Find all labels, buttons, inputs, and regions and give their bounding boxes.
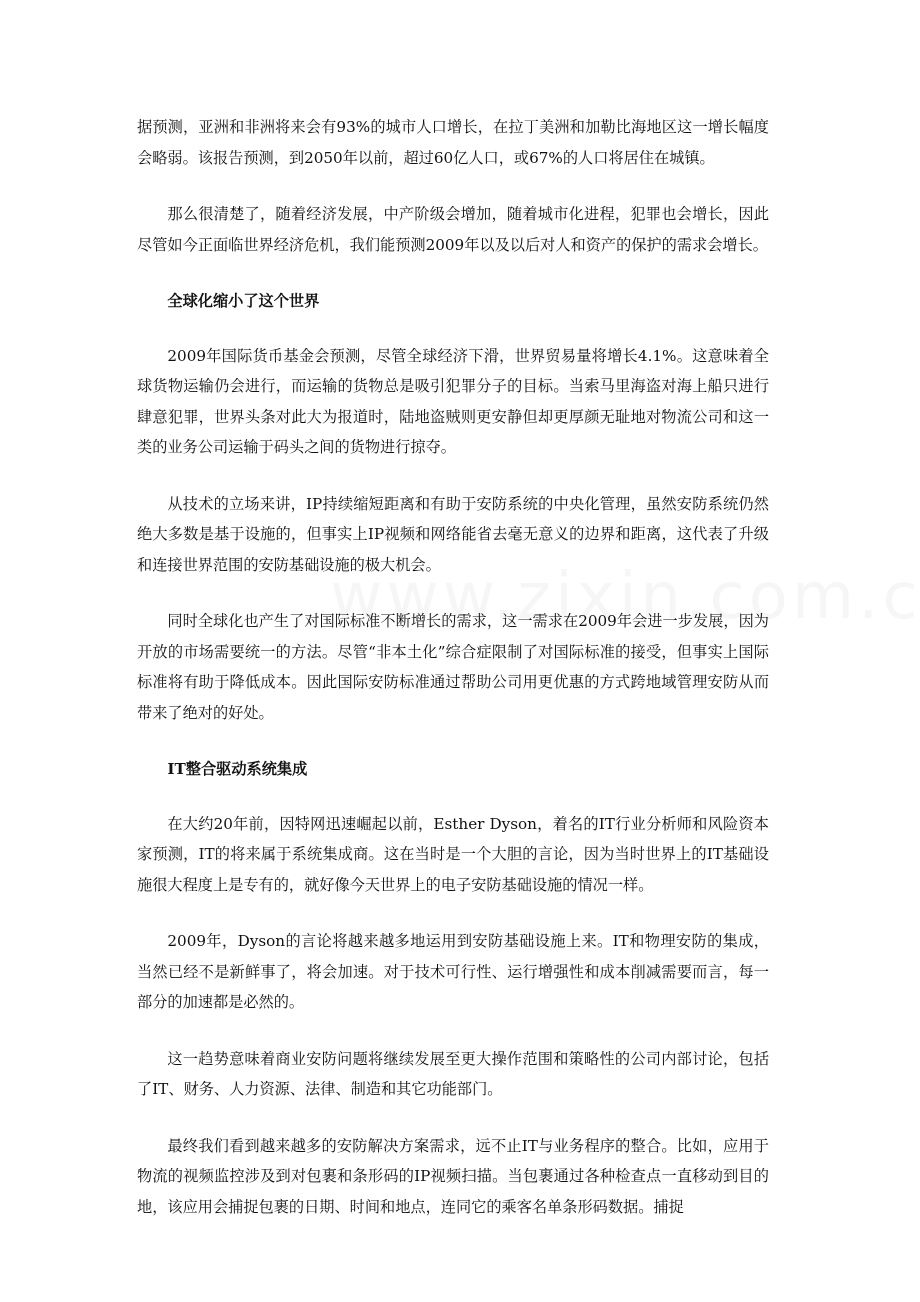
document-body (137, 112, 769, 1248)
paragraph: 在大约20年前，因特网迅速崛起以前，Esther Dyson，着名的IT行业分析师和风险资本家预测，IT的将来属于系统集成商。这在当时是一个大胆的言论，因为当时世界上的IT基础设施很大程度上是专有的，就好像今天世界上的电子安防基础设施的情况一样。 (137, 814, 769, 894)
paragraph: 最终我们看到越来越多的安防解决方案需求，远不止IT与业务程序的整合。比如，应用于物流的视频监控涉及到对包裹和条形码的IP视频扫描。当包裹通过各种检查点一直移动到目的地，该应用会捕捉包裹的日期、时间和地点，连同它的乘客名单条形码数据。捕捉 (137, 1136, 769, 1216)
paragraph: 那么很清楚了，随着经济发展，中产阶级会增加，随着城市化进程，犯罪也会增长，因此尽管如今正面临世界经济危机，我们能预测2009年以及以后对人和资产的保护的需求会增长。 (137, 205, 769, 254)
paragraph: 从技术的立场来讲，IP持续缩短距离和有助于安防系统的中央化管理，虽然安防系统仍然绝大多数是基于设施的，但事实上IP视频和网络能省去毫无意义的边界和距离，这代表了升级和连接世界范围的安防基础设施的极大机会。 (137, 494, 769, 574)
paragraph: 这一趋势意味着商业安防问题将继续发展至更大操作范围和策略性的公司内部讨论，包括了IT、财务、人力资源、法律、制造和其它功能部门。 (137, 1049, 769, 1098)
paragraph: 2009年国际货币基金会预测，尽管全球经济下滑，世界贸易量将增长4.1%。这意味着全球货物运输仍会进行，而运输的货物总是吸引犯罪分子的目标。当索马里海盗对海上船只进行肆意犯罪，世界头条对此大为报道时，陆地盗贼则更安静但却更厚颜无耻地对物流公司和这一类的业务公司运输于码头之间的货物进行掠夺。 (137, 346, 769, 456)
paragraph: 2009年，Dyson的言论将越来越多地运用到安防基础设施上来。IT和物理安防的集成，当然已经不是新鲜事了，将会加速。对于技术可行性、运行增强性和成本削减需要而言，每一部分的加速都是必然的。 (137, 932, 769, 1011)
section-heading: IT整合驱动系统集成 (167, 760, 308, 778)
section-heading: 全球化缩小了这个世界 (167, 292, 320, 310)
paragraph: 同时全球化也产生了对国际标准不断增长的需求，这一需求在2009年会进一步发展，因为开放的市场需要统一的方法。尽管“非本土化”综合症限制了对国际标准的接受，但事实上国际标准将有助于降低成本。因此国际安防标准通过帮助公司用更优惠的方式跨地域管理安防从而带来了绝对的好处。 (137, 612, 769, 722)
paragraph: 据预测，亚洲和非洲将来会有93%的城市人口增长，在拉丁美洲和加勒比海地区这一增长幅度会略弱。该报告预测，到2050年以前，超过60亿人口，或67%的人口将居住在城镇。 (137, 118, 769, 167)
